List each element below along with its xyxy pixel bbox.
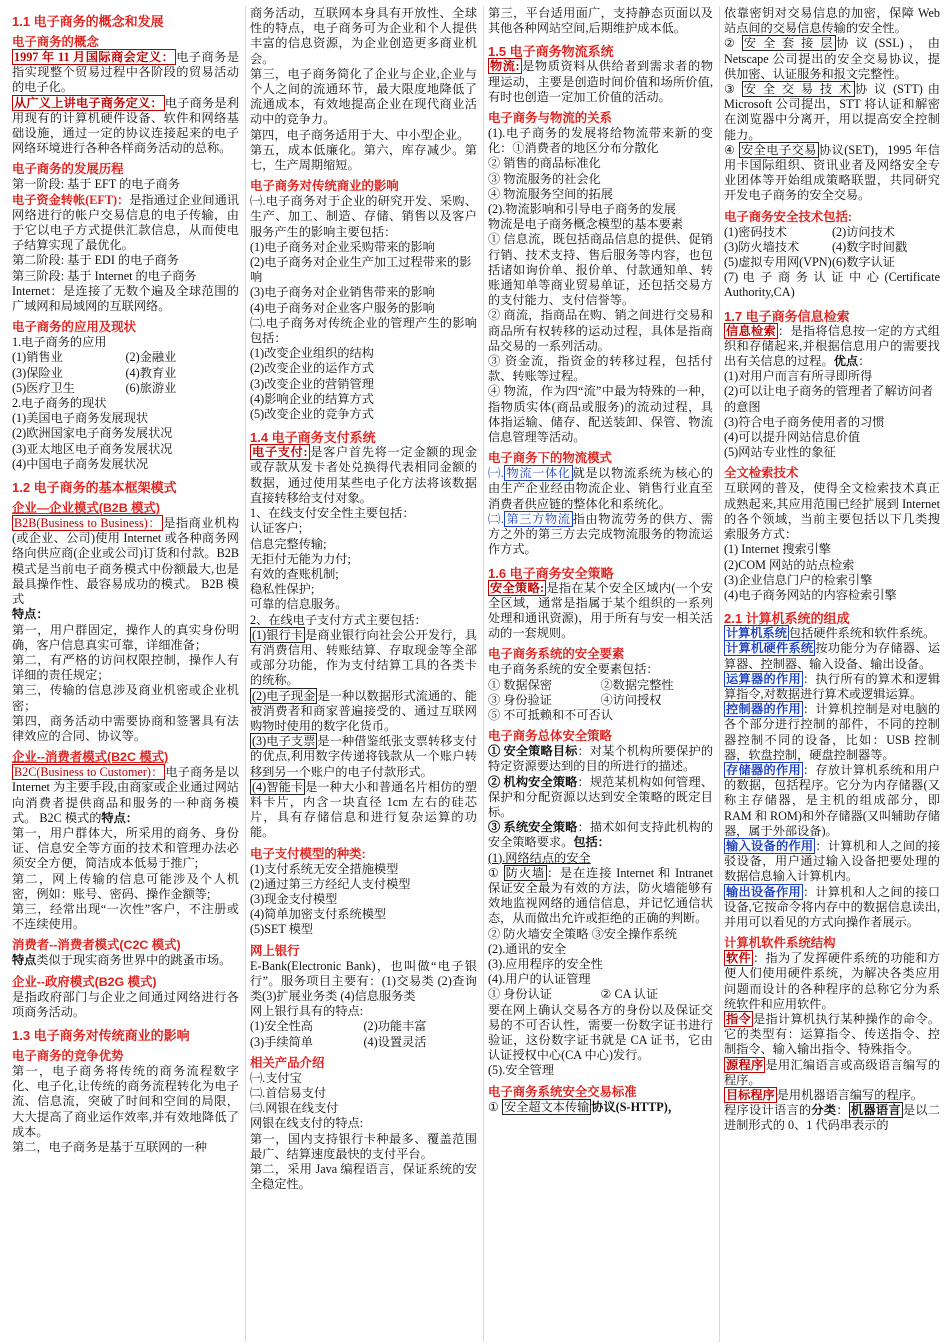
- list-item: (1)销售业: [12, 350, 63, 365]
- paragraph: (7) 电 子 商 务 认 证 中 心 (Certificate Authority,CA): [724, 270, 940, 300]
- paragraph: 第三，传输的信息涉及商业机密或企业机密；: [12, 683, 239, 713]
- column-3: [484, 6, 720, 1342]
- paragraph: Internet：是连接了无数个遍及全球范围的广域网和局域网的互联网络。: [12, 283, 239, 314]
- paragraph: 软件 ：指为了发挥硬件系统的功能和方便人们使用硬件系统，为解决各类应用问题而设计的各种程序的总称它分为系统软件和应用软件。: [724, 951, 941, 1011]
- paragraph: 特点类似于现实商务世界中的跳蚤市场。: [12, 953, 232, 968]
- paragraph: 目标程序 是用机器语言编写的程序。: [726, 1088, 923, 1102]
- term-label: (4)智能卡: [252, 779, 304, 794]
- list-item: ②数据完整性: [600, 677, 674, 692]
- text-line: 第三阶段: 基于 Internet 的电子商务: [12, 268, 197, 283]
- text-line: (2).通讯的安全: [488, 941, 567, 956]
- paragraph: 要在网上确认交易各方的身份以及保证交易的不可否认性，需要一份数字证书进行验证，这份数字证书就是 CA 证书，它由认证授权中心(CA 中心)发行。: [488, 1002, 713, 1063]
- list-item: (1) Internet 搜索引擎: [724, 542, 831, 557]
- paragraph: 控制器的作用 ：计算机控制是对电脑的各个部分进行控制的部件，不同的控制器控制不同的设备，比如：USB 控制器，软盘控制，硬盘控制器等。: [724, 702, 941, 762]
- list-item: (5)SET 模型: [250, 922, 314, 937]
- list-item: (2)改变企业的运作方式: [250, 361, 374, 376]
- paragraph: 第一，用户群体大，所采用的商务、身份证、信息安全等方面的技术和管理办法必须安全方便，简洁成本低易于推广;: [12, 825, 239, 871]
- list-item: (4)设置灵活: [363, 1034, 427, 1049]
- list-item: (5)网站专业性的象征: [724, 445, 836, 460]
- list-item: (4)中国电子商务发展状况: [12, 456, 149, 471]
- paragraph: 第五，成本低廉化。第六，库存减少。第七，生产周期缩短。: [250, 142, 477, 173]
- paragraph: 输入设备的作用 ：计算机和人之间的接驳设备，用户通过输入设备把要处理的数据信息输入计算机内。: [724, 838, 941, 884]
- term-label: 源程序: [726, 1057, 764, 1072]
- term-label: 电子支付:: [252, 445, 308, 460]
- list-item: ② CA 认证: [600, 987, 659, 1002]
- section-heading: 1.7 电子商务信息检索: [724, 308, 850, 324]
- list-item: ㈠.支付宝: [250, 1070, 302, 1085]
- paragraph: (1).电子商务的发展将给物流带来新的变化：①消费者的地区分布分散化: [488, 126, 713, 156]
- paragraph: 第三，电子商务简化了企业与企业,企业与个人之间的流通环节，最大限度地降低了流通成本，有效地提高企业在现代商业活动中的竞争力。: [250, 66, 477, 127]
- list-item: (6)数字认证: [832, 255, 895, 270]
- list-item: (4)电子商务网站的内容检索引擎: [724, 587, 897, 602]
- paragraph: 是指政府部门与企业之间通过网络进行各项商务活动。: [12, 989, 239, 1019]
- list-item: (1)对用户而言有所寻即所得: [724, 369, 873, 384]
- section-heading: 2.1 计算机系统的组成: [724, 611, 850, 627]
- paragraph: ③ 资金流，指资金的转移过程，包括付款、转账等过程。: [488, 354, 713, 384]
- list-item: (1)电子商务对企业采购带来的影响: [250, 239, 435, 254]
- list-item: ① 身份认证: [488, 987, 552, 1002]
- text-line: (4).用户的认证管理: [488, 972, 591, 987]
- list-item: (6)旅游业: [125, 380, 177, 395]
- term-label: 防火墙: [505, 865, 545, 880]
- subheading: 电子商务系统的安全要素: [488, 647, 625, 662]
- paragraph: ① 安全超文本传输 协议(S-HTTP)，: [488, 1099, 680, 1114]
- text-line: 网银在线支付的特点:: [250, 1116, 364, 1131]
- term-label: 计算机系统: [726, 626, 787, 641]
- list-item: (1)美国电子商务发展现状: [12, 411, 149, 426]
- paragraph: ③ 系统安全策略：描术如何支持此机构的安全策略要求。包括：: [488, 820, 714, 850]
- paragraph: ① 防火墙 ：是在连接 Internet 和 Intranet 保证安全最为有效的方法，防火墙能够有效地监视网络的通信信息，并记忆通信状态，从而做出允许或拒绝的正确的判断。: [488, 865, 713, 926]
- list-item: (2)功能丰富: [363, 1019, 427, 1034]
- paragraph: ㈠.电子商务对于企业的研究开发、采购、生产、加工、制造、存储、销售以及客户服务产生的影响主要包括：: [250, 194, 477, 239]
- term-label: 电子资金转帐(EFT)：: [12, 192, 130, 207]
- paragraph: 互联网的普及，使得全文检索技术真正成熟起来,其应用范围已经扩展到 Internet 的各个领域，当前主要包括以下几类搜索服务方式：: [724, 481, 940, 542]
- text-line: (3).应用程序的安全性: [488, 956, 603, 971]
- list-item: (4)数字时间戳: [832, 239, 908, 254]
- paragraph: E-Bank(Electronic Bank)，也叫做“电子银行”。服务项目主要有：(1)交易类 (2)查询类(3)扩展业务类 (4)信息服务类: [250, 958, 477, 1003]
- list-item: (3)改变企业的营销管理: [250, 376, 374, 391]
- paragraph: 第一，用户群固定，操作人的真实身份明确，客户信息真实可靠，详细准备；: [12, 622, 239, 652]
- column-1: [8, 6, 246, 1342]
- section-heading: 1.5 电子商务物流系统: [488, 44, 614, 60]
- term-label: 输出设备作用: [726, 884, 801, 899]
- paragraph: 第二，采用 Java 编程语言，保证系统的安全稳定性。: [250, 1162, 477, 1192]
- term-label: 指令: [726, 1011, 751, 1026]
- list-item: (5)医疗卫生: [12, 380, 75, 395]
- section-heading: 1.3 电子商务对传统商业的影响: [12, 1027, 190, 1043]
- paragraph: 第三，平台适用面广，支持静态页面以及其他各种网站空间,后期维护成本低。: [488, 6, 713, 36]
- paragraph: 第二，有严格的访问权限控制，操作人有详细的责任规定；: [12, 652, 239, 683]
- list-item: (3)防火墙技术: [724, 239, 800, 254]
- subheading: 电子商务的发展历程: [12, 162, 124, 177]
- list-item: ㈡.首信易支付: [250, 1086, 327, 1100]
- list-item: (3)手续简单: [250, 1034, 313, 1049]
- term-label: 机器语言: [850, 1103, 901, 1118]
- subheading: 消费者--消费者模式(C2C 模式): [12, 938, 181, 953]
- section-heading: 1.2 电子商务的基本框架模式: [12, 480, 177, 496]
- paragraph: ㈡. 第三方物流 指由物流劳务的供方、需方之外的第三方去完成物流服务的物流运作方式。: [488, 511, 714, 557]
- subheading: 电子商务的竞争优势: [12, 1048, 124, 1063]
- paragraph: 商务活动，互联网本身具有开放性、全球性的特点，电子商务可为企业和个人提供丰富的信息资源，为企业创造更多商业机会。: [250, 6, 477, 66]
- paragraph: ② 机构安全策略：规范某机构如何管理、保护和分配资源以达到安全策略的既定目标。: [488, 774, 714, 819]
- list-item: (3)现金支付模型: [250, 891, 338, 906]
- list-item: 认证客户;: [250, 521, 303, 536]
- column-2: [246, 6, 484, 1342]
- subheading: 网上银行: [250, 943, 300, 958]
- list-item: (4)简单加密支付系统模型: [250, 907, 387, 922]
- list-item: ③ 身份验证: [488, 692, 552, 707]
- term-label: 目标程序: [726, 1088, 775, 1102]
- term-label: B2B(Business to Business)：: [14, 516, 162, 531]
- term-label: 安全电子交易: [740, 142, 817, 157]
- section-heading: 1.6 电子商务安全策略: [488, 565, 614, 581]
- list-item: (4)教育业: [125, 365, 177, 380]
- paragraph: 第四，商务活动中需要协商和签署具有法律效应的合同、协议等。: [12, 713, 239, 743]
- subheading: 电子商务的应用及现状: [12, 320, 136, 335]
- list-item: (3)企业信息门户的检索引擎: [724, 572, 873, 587]
- subheading: 全文检索技术: [724, 466, 799, 481]
- paragraph: 第一，电子商务将传统的商务流程数字化、电子化,让传统的商务流程转化为电子流、信息流，突破了时间和空间的局限，大大提高了商业运作效率,并有效地降低了成本。: [12, 1063, 239, 1139]
- list-item: (1)支付系统无安全措施模型: [250, 861, 399, 876]
- term-label: 控制器的作用: [726, 702, 801, 717]
- paragraph: 运算器的作用 ：执行所有的算术和逻辑算指令,对数据进行算术或逻辑运算。: [724, 671, 941, 701]
- tech-list: [724, 225, 940, 271]
- list-item: (5)改变企业的竞争方式: [250, 407, 374, 422]
- subheading: 企业--消费者模式(B2C 模式): [12, 750, 169, 765]
- paragraph: (2)电子现金 是一种以数据形式流通的、能被消费者和商家普遍接受的、通过互联网购物时使用的数字化货币。: [250, 688, 477, 733]
- list-item: ④ 物流服务空间的拓展: [488, 186, 613, 201]
- paragraph: ㈡.电子商务对传统企业的管理产生的影响包括：: [250, 315, 477, 346]
- list-item: (2)欧洲国家电子商务发展状况: [12, 426, 173, 441]
- term-label: 第三方物流: [505, 511, 571, 526]
- paragraph: 依靠密钥对交易信息的加密，保障 Web 站点间的交易信息传输的安全性。: [724, 6, 940, 36]
- list-item: ④访问授权: [600, 692, 662, 707]
- list-item: 稳私性保护;: [250, 582, 315, 597]
- paragraph: 计算机硬件系统 按功能分为存储器、运算器、控制器、输入设备、输出设备。: [724, 641, 941, 671]
- paragraph: ㈠. 物流一体化 就是以物流系统为核心的由生产企业经由物流企业、销售行业直至消费者供应链的整体化和系统化。: [488, 466, 714, 511]
- list-item: (2)COM 网站的站点检索: [724, 557, 855, 572]
- paragraph: B2B(Business to Business)： 是指商业机构(或企业、公司)使用 Internet 或各种商务网络向供应商(企业或公司)订货和付款。B2B 模式是当前电子商务模式中份额最大,也是最具操作性、最容易成功的模式。 B2B 模式 特点：: [12, 516, 240, 622]
- section-heading: 1.4 电子商务支付系统: [250, 430, 376, 446]
- text-line: 电子商务系统的安全要素包括：: [488, 662, 659, 677]
- section-heading: 1.1 电子商务的概念和发展: [12, 14, 164, 29]
- app-list: [12, 350, 239, 396]
- list-item: (1)改变企业组织的结构: [250, 346, 374, 361]
- paragraph: 源程序 是用汇编语言或高级语言编写的程序。: [724, 1057, 941, 1087]
- text-line: ② 防火墙安全策略 ③安全操作系统: [488, 926, 677, 941]
- list-item: (2)通过第三方经纪人支付模型: [250, 876, 411, 891]
- list-item: (4)电子商务对企业客户服务的影响: [250, 300, 435, 315]
- text-line: 1.电子商务的应用: [12, 335, 107, 350]
- subheading: 相关产品介绍: [250, 1055, 325, 1070]
- list-item: (4)影响企业的结算方式: [250, 391, 374, 406]
- paragraph: B2C(Business to Customer)： 电子商务是以 Internet 为主要手段,由商家或企业通过网站向消费者提供商品和服务的一种商务模式。 B2C 模式的特点：: [12, 765, 240, 825]
- list-item: (1)密码技术: [724, 224, 787, 239]
- term-label: 存储器的作用: [726, 762, 801, 777]
- column-4: [720, 6, 946, 1342]
- feature-list: [250, 1019, 477, 1049]
- paragraph: ① 信息流，既包括商品信息的提供、促销行销、技术支持、售后服务等内容，也包括诸如询价单、报价单、付款通知单、转账通知单等商业贸易单证，还包括交易方的支付能力、支付信誉等。: [488, 232, 713, 308]
- paragraph: 第三，经常出现“一次性”客户，不注册或不连续使用。: [12, 901, 239, 932]
- term-label: 计算机硬件系统: [726, 641, 814, 656]
- auth-list: [488, 987, 713, 1002]
- list-item: ① 数据保密: [488, 677, 552, 692]
- subheading: 电子商务与物流的关系: [488, 111, 612, 126]
- term-label: (1)银行卡: [252, 627, 304, 642]
- paragraph: (1)银行卡 是商业银行向社会公开发行，具有消费信用、转账结算、存取现金等全部或部分功能，作为支付结算工具的各类卡的统称。: [250, 627, 477, 688]
- paragraph: 第二，电子商务是基于互联网的一种: [12, 1139, 207, 1154]
- paragraph: 程序设计语言的分类： 机器语言 是以二进制形式的 0、1 代码串表示的: [724, 1103, 941, 1133]
- paragraph: 电子支付: 是客户首先将一定金额的现金或存款从发卡者处兑换得代表相同金额的数据，通过使用某些电子化方法将该数据直接转移给支付对象。: [250, 445, 478, 505]
- text-line: 1、在线支付安全性主要包括：: [250, 506, 415, 521]
- list-item: (2)电子商务对企业生产加工过程带来的影响: [250, 255, 472, 285]
- paragraph: 指令 是指计算机执行某种操作的命令。它的类型有：运算指令、传送指令、控制指令、输入输出指令、特殊指令。: [724, 1011, 941, 1057]
- paragraph: 电子资金转帐(EFT)：是指通过企业间通讯网络进行的帐户交易信息的电子传输，由于它以电子方式提供汇款信息，从而使电子结算实现了最优化。: [12, 192, 239, 253]
- list-item: (3)保险业: [12, 365, 63, 380]
- subheading: 电子支付模型的种类:: [250, 846, 366, 861]
- text-line: 网上银行具有的特点:: [250, 1004, 364, 1019]
- term-label: 安 全 交 易 技 术: [743, 82, 854, 97]
- text-line: (1).网络结点的安全: [488, 850, 591, 865]
- paragraph: 计算机系统 包括硬件系统和软件系统。: [726, 626, 936, 641]
- paragraph: ② 安 全 套 接 层 协 议 (SSL) ， 由 Netscape 公司提出的安全交易协议，提供加密、认证服务和报文完整性。: [724, 36, 940, 81]
- paragraph: ④ 物流，作为四“流”中最为特殊的一种，指物质实体(商品或服务)的流动过程，具体指运输、储存、配送装卸、保管、物流信息管理等活动。: [488, 384, 713, 445]
- paragraph: 物流: 是物质资料从供给者到需求者的物理运动，主要是创造时间价值和场所价值,有时也创造一定加工价值的活动。: [488, 59, 714, 104]
- paragraph: ④ 安全电子交易 协议(SET)，1995 年信用卡国际组织、资讯业者及网络安全专业团体等开始组成策略联盟，共同研究开发电子商务的安全交易。: [724, 142, 940, 203]
- subheading: 电子商务系统安全交易标准: [488, 1084, 637, 1099]
- term-label: 运算器的作用: [726, 671, 801, 686]
- list-item: ㈢.网银在线支付: [250, 1101, 339, 1116]
- term-label: 安全策略:: [490, 580, 545, 595]
- text-line: 物流是电子商务概念模型的基本要素: [488, 217, 683, 232]
- subheading: 计算机软件系统结构: [724, 936, 836, 951]
- term-label: 软件: [726, 951, 751, 966]
- term-label: 1997 年 11 月国际商会定义：: [14, 50, 175, 64]
- paragraph: 第二，网上传输的信息可能涉及个人机密，例如：账号、密码、操作金额等;: [12, 871, 239, 901]
- subheading: 电子商务总体安全策略: [488, 729, 612, 744]
- paragraph: ③ 安 全 交 易 技 术 协 议 (STT) 由 Microsoft 公司提出，STT 将认证和解密在浏览器中分离开，用以提高安全控制能力。: [724, 82, 940, 142]
- subheading: 电子商务下的物流模式: [488, 451, 612, 466]
- paragraph: ② 商流，指商品在购、销之间进行交易和商品所有权转移的运动过程，具体是指商品交易的一系列活动。: [488, 308, 713, 353]
- text-line: 2、在线电子支付方式主要包括：: [250, 612, 427, 627]
- list-item: (5)虚拟专用网(VPN): [724, 255, 832, 270]
- paragraph: 安全策略: 是指在某个安全区域内(一个安全区域，通常是指属于某个组织的一系列处理和通讯资源)，用于所有与安一相关活动的一套规则。: [488, 580, 713, 641]
- list-item: (2)金融业: [125, 350, 177, 365]
- paragraph: (4)智能卡 是一种大小和普通名片相仿的塑料卡片，内含一块直径 1cm 左右的硅芯片，具有存储信息和进行复杂运算的功能。: [250, 779, 477, 840]
- subheading: 电子商务安全技术包括:: [724, 209, 853, 224]
- list-item: ③ 物流服务的社会化: [488, 171, 601, 186]
- subheading: 电子商务的概念: [12, 35, 99, 49]
- text-line: (2).物流影响和引导电子商务的发展: [488, 202, 676, 217]
- list-item: ⑤ 不可抵赖和不可否认: [488, 707, 613, 722]
- paragraph: 第四，电子商务适用于大、中小型企业。: [250, 127, 470, 142]
- text-line: (5).安全管理: [488, 1063, 555, 1078]
- paragraph: ① 安全策略目标：对某个机构所要保护的特定资源要达到的目的所进行的描述。: [488, 744, 714, 774]
- term-label: (3)电子支票: [252, 734, 316, 749]
- paragraph: 信息检索 ：是指将信息按一定的方式组织和存储起来,并根据信息用户的需要找出有关信息的过程。优点：: [724, 323, 940, 369]
- term-label: B2C(Business to Customer)：: [14, 765, 164, 780]
- list-item: (1)安全性高: [250, 1019, 313, 1034]
- subheading: 电子商务对传统商业的影响: [250, 179, 399, 194]
- paragraph: (3)电子支票 是一种借鉴纸张支票转移支付的优点,利用数字传递将钱款从一个账户转移到另一个账户的电子付款形式。: [250, 734, 477, 779]
- paragraph: 存储器的作用 ：存放计算机系统和用户的数据，包括程序。它分为内存储器(又称主存储器，是主机的组成部分，即 RAM 和 ROM)和外存储器(又叫辅助存储器，属于外部设备)。: [724, 762, 941, 838]
- list-item: 无拒付无能为力付;: [250, 551, 351, 566]
- paragraph: 第一，国内支持银行卡种最多、覆盖范围最广、结算速度最快的支付平台。: [250, 1131, 477, 1161]
- list-item: (3)电子商务对企业销售带来的影响: [250, 285, 435, 300]
- list-item: (3)亚太地区电子商务发展状况: [12, 441, 173, 456]
- text-line: 第一阶段: 基于 EFT 的电子商务: [12, 177, 181, 192]
- list-item: (4)可以提升网站信息价值: [724, 430, 861, 445]
- element-list: [488, 678, 713, 708]
- text-line: 第二阶段: 基于 EDI 的电子商务: [12, 253, 179, 268]
- term-label: (2)电子现金: [252, 688, 316, 703]
- term-label: 物流一体化: [505, 466, 571, 481]
- paragraph: 1997 年 11 月国际商会定义： 电子商务是指实现整个贸易过程中各阶段的贸易活动的电子化。: [12, 50, 240, 95]
- list-item: (3)符合电子商务使用者的习惯: [724, 414, 885, 429]
- text-line: 2.电子商务的现状: [12, 396, 107, 411]
- paragraph: 输出设备作用 ：计算机和人之间的接口设备,它按命令将内存中的数据信息读出,并用可以看见的方式向操作者展示。: [724, 884, 941, 929]
- list-item: (2)访问技术: [832, 224, 895, 239]
- list-item: 有效的查账机制;: [250, 566, 339, 581]
- term-label: 输入设备的作用: [726, 838, 814, 853]
- list-item: 信息完整传输;: [250, 536, 327, 551]
- list-item: 可靠的信息服务。: [250, 597, 348, 612]
- term-label: 安全超文本传输: [503, 1099, 590, 1114]
- subheading: 企业--政府模式(B2G 模式): [12, 974, 157, 989]
- subheading: 企业—企业模式(B2B 模式): [12, 501, 160, 516]
- term-label: 信息检索: [726, 323, 776, 338]
- list-item: (2)可以让电子商务的管理者了解访问者的意图: [724, 384, 934, 414]
- term-label: 物流:: [490, 59, 520, 74]
- term-label: 从广义上讲电子商务定义：: [14, 95, 163, 110]
- term-label: 安 全 套 接 层: [743, 36, 835, 51]
- list-item: ② 销售的商品标准化: [488, 156, 601, 171]
- paragraph: 从广义上讲电子商务定义： 电子商务是利用现有的计算机硬件设备、软件和网络基础设施，通过一定的协议连接起来的电子网络环境进行各种各样商务活动的总称。: [12, 95, 240, 156]
